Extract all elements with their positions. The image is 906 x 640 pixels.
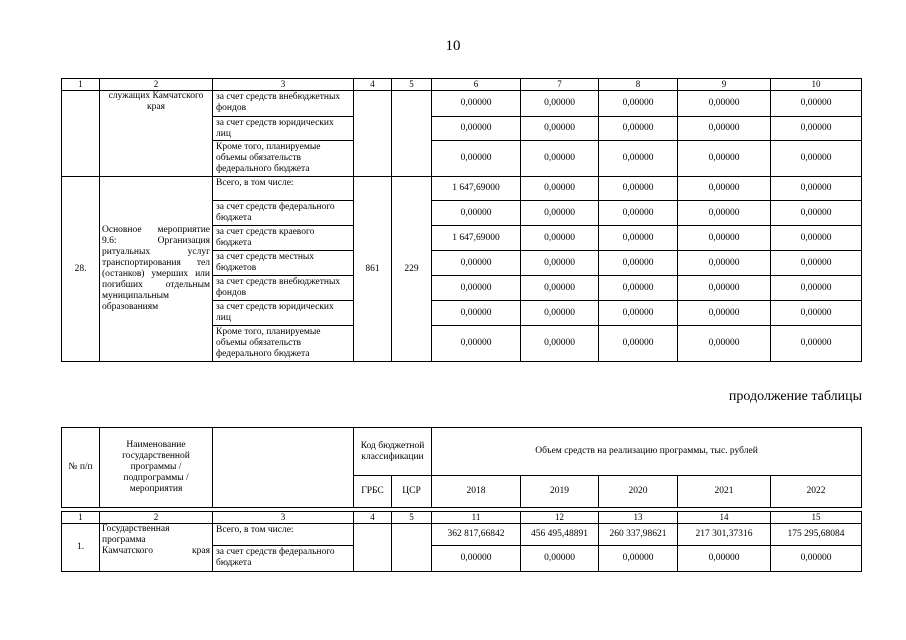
amount-cell: 0,00000: [521, 117, 599, 141]
column-number: 2: [100, 79, 213, 91]
amount-cell: 0,00000: [771, 141, 862, 177]
amount-cell: 0,00000: [599, 251, 678, 276]
amount-cell: 456 495,48891: [521, 524, 599, 546]
amount-cell: 0,00000: [521, 201, 599, 226]
program-name-word: края: [192, 546, 210, 556]
amount-cell: 0,00000: [678, 546, 771, 572]
header-budget-code: Код бюджетной классификации: [354, 428, 432, 476]
amount-cell: 0,00000: [599, 91, 678, 117]
header-year: 2022: [771, 476, 862, 508]
program-name-line: [102, 546, 210, 557]
budget-table-part2: [61, 427, 862, 572]
funding-source: за счет средств юридических лиц: [213, 301, 354, 326]
amount-cell: 0,00000: [599, 117, 678, 141]
header-year: 2021: [678, 476, 771, 508]
amount-cell: 0,00000: [678, 201, 771, 226]
column-number: 10: [771, 79, 862, 91]
column-number: 5: [392, 79, 432, 91]
csr-cell: [392, 524, 432, 572]
amount-cell: 0,00000: [599, 546, 678, 572]
funding-source: за счет средств федерального бюджета: [213, 546, 354, 572]
column-number: 9: [678, 79, 771, 91]
funding-source: за счет средств внебюджетных фондов: [213, 91, 354, 117]
amount-cell: 1 647,69000: [432, 177, 521, 201]
program-name: [100, 524, 213, 572]
amount-cell: 260 337,98621: [599, 524, 678, 546]
amount-cell: 0,00000: [678, 276, 771, 301]
amount-cell: 0,00000: [771, 546, 862, 572]
amount-cell: 0,00000: [771, 301, 862, 326]
activity-name: Основное мероприятие 9.6: Организация ритуальных услуг транспортирования тел (останков) умерших или погибших отдельным муниципальным образованиям: [100, 177, 213, 362]
amount-cell: 0,00000: [678, 251, 771, 276]
header-program-name: Наименование государственной программы / подпрограммы / мероприятия: [100, 428, 213, 508]
amount-cell: 0,00000: [678, 117, 771, 141]
table-row: [62, 91, 862, 117]
amount-cell: 362 817,66842: [432, 524, 521, 546]
amount-cell: 0,00000: [771, 201, 862, 226]
header-year: 2020: [599, 476, 678, 508]
column-number: 4: [354, 79, 392, 91]
header-csr: ЦСР: [392, 476, 432, 508]
column-number: 6: [432, 79, 521, 91]
csr-cell: [392, 91, 432, 177]
table-row: [62, 79, 862, 91]
grbs-code: 861: [354, 177, 392, 362]
funding-source: за счет средств местных бюджетов: [213, 251, 354, 276]
amount-cell: 0,00000: [678, 226, 771, 251]
amount-cell: 0,00000: [432, 301, 521, 326]
column-number: 1: [62, 79, 100, 91]
amount-cell: 0,00000: [599, 326, 678, 362]
header-number: № п/п: [62, 428, 100, 508]
amount-cell: 0,00000: [599, 226, 678, 251]
amount-cell: 0,00000: [432, 141, 521, 177]
column-number: 3: [213, 512, 354, 524]
program-name-line: Государственная: [102, 524, 170, 534]
carried-program-name: служащих Камчатского края: [100, 91, 213, 177]
header-funding-volume: Объем средств на реализацию программы, тыс. рублей: [432, 428, 862, 476]
amount-cell: 0,00000: [432, 326, 521, 362]
funding-source: Кроме того, планируемые объемы обязательств федерального бюджета: [213, 141, 354, 177]
amount-cell: 0,00000: [521, 141, 599, 177]
amount-cell: 0,00000: [678, 141, 771, 177]
header-year: 2019: [521, 476, 599, 508]
table-row: [62, 428, 862, 476]
column-number: 12: [521, 512, 599, 524]
funding-source: за счет средств федерального бюджета: [213, 201, 354, 226]
header-year: 2018: [432, 476, 521, 508]
funding-source: Кроме того, планируемые объемы обязательств федерального бюджета: [213, 326, 354, 362]
table-row: [62, 512, 862, 524]
amount-cell: 0,00000: [432, 546, 521, 572]
column-number: 7: [521, 79, 599, 91]
grbs-cell: [354, 91, 392, 177]
row-number-cell: [62, 91, 100, 177]
amount-cell: 0,00000: [678, 326, 771, 362]
budget-table-part1: [61, 78, 862, 362]
amount-cell: 0,00000: [521, 276, 599, 301]
grbs-cell: [354, 524, 392, 572]
amount-cell: 0,00000: [678, 177, 771, 201]
column-number: 11: [432, 512, 521, 524]
amount-cell: 0,00000: [771, 226, 862, 251]
column-number: 5: [392, 512, 432, 524]
header-blank: [213, 428, 354, 508]
amount-cell: 0,00000: [599, 276, 678, 301]
amount-cell: 0,00000: [599, 177, 678, 201]
amount-cell: 0,00000: [432, 117, 521, 141]
amount-cell: 0,00000: [771, 251, 862, 276]
column-number: 8: [599, 79, 678, 91]
amount-cell: 0,00000: [521, 177, 599, 201]
csr-code: 229: [392, 177, 432, 362]
program-name-word: Камчатского: [102, 546, 153, 556]
item-number: 1.: [62, 524, 100, 572]
amount-cell: 0,00000: [599, 141, 678, 177]
amount-cell: 0,00000: [771, 91, 862, 117]
item-number: 28.: [62, 177, 100, 362]
amount-cell: 0,00000: [678, 301, 771, 326]
amount-cell: 175 295,68084: [771, 524, 862, 546]
column-number: 13: [599, 512, 678, 524]
column-number: 2: [100, 512, 213, 524]
funding-source: за счет средств внебюджетных фондов: [213, 276, 354, 301]
amount-cell: 0,00000: [432, 276, 521, 301]
amount-cell: 217 301,37316: [678, 524, 771, 546]
funding-source: за счет средств краевого бюджета: [213, 226, 354, 251]
column-number: 15: [771, 512, 862, 524]
amount-cell: 0,00000: [521, 326, 599, 362]
column-number: 1: [62, 512, 100, 524]
table-row: [62, 177, 862, 201]
amount-cell: 0,00000: [678, 91, 771, 117]
amount-cell: 1 647,69000: [432, 226, 521, 251]
amount-cell: 0,00000: [771, 117, 862, 141]
amount-cell: 0,00000: [521, 251, 599, 276]
amount-cell: 0,00000: [599, 201, 678, 226]
amount-cell: 0,00000: [599, 301, 678, 326]
amount-cell: 0,00000: [432, 251, 521, 276]
table-row: [62, 524, 862, 546]
column-number: 14: [678, 512, 771, 524]
funding-source: Всего, в том числе:: [213, 177, 354, 201]
table-continuation-label: продолжение таблицы: [728, 389, 862, 404]
page-number: 10: [445, 38, 461, 54]
amount-cell: 0,00000: [521, 546, 599, 572]
column-number: 4: [354, 512, 392, 524]
column-number: 3: [213, 79, 354, 91]
header-grbs: ГРБС: [354, 476, 392, 508]
amount-cell: 0,00000: [432, 91, 521, 117]
amount-cell: 0,00000: [771, 326, 862, 362]
amount-cell: 0,00000: [521, 91, 599, 117]
funding-source: Всего, в том числе:: [213, 524, 354, 546]
amount-cell: 0,00000: [521, 226, 599, 251]
amount-cell: 0,00000: [521, 301, 599, 326]
funding-source: за счет средств юридических лиц: [213, 117, 354, 141]
amount-cell: 0,00000: [432, 201, 521, 226]
amount-cell: 0,00000: [771, 177, 862, 201]
amount-cell: 0,00000: [771, 276, 862, 301]
program-name-line: программа: [102, 535, 146, 545]
